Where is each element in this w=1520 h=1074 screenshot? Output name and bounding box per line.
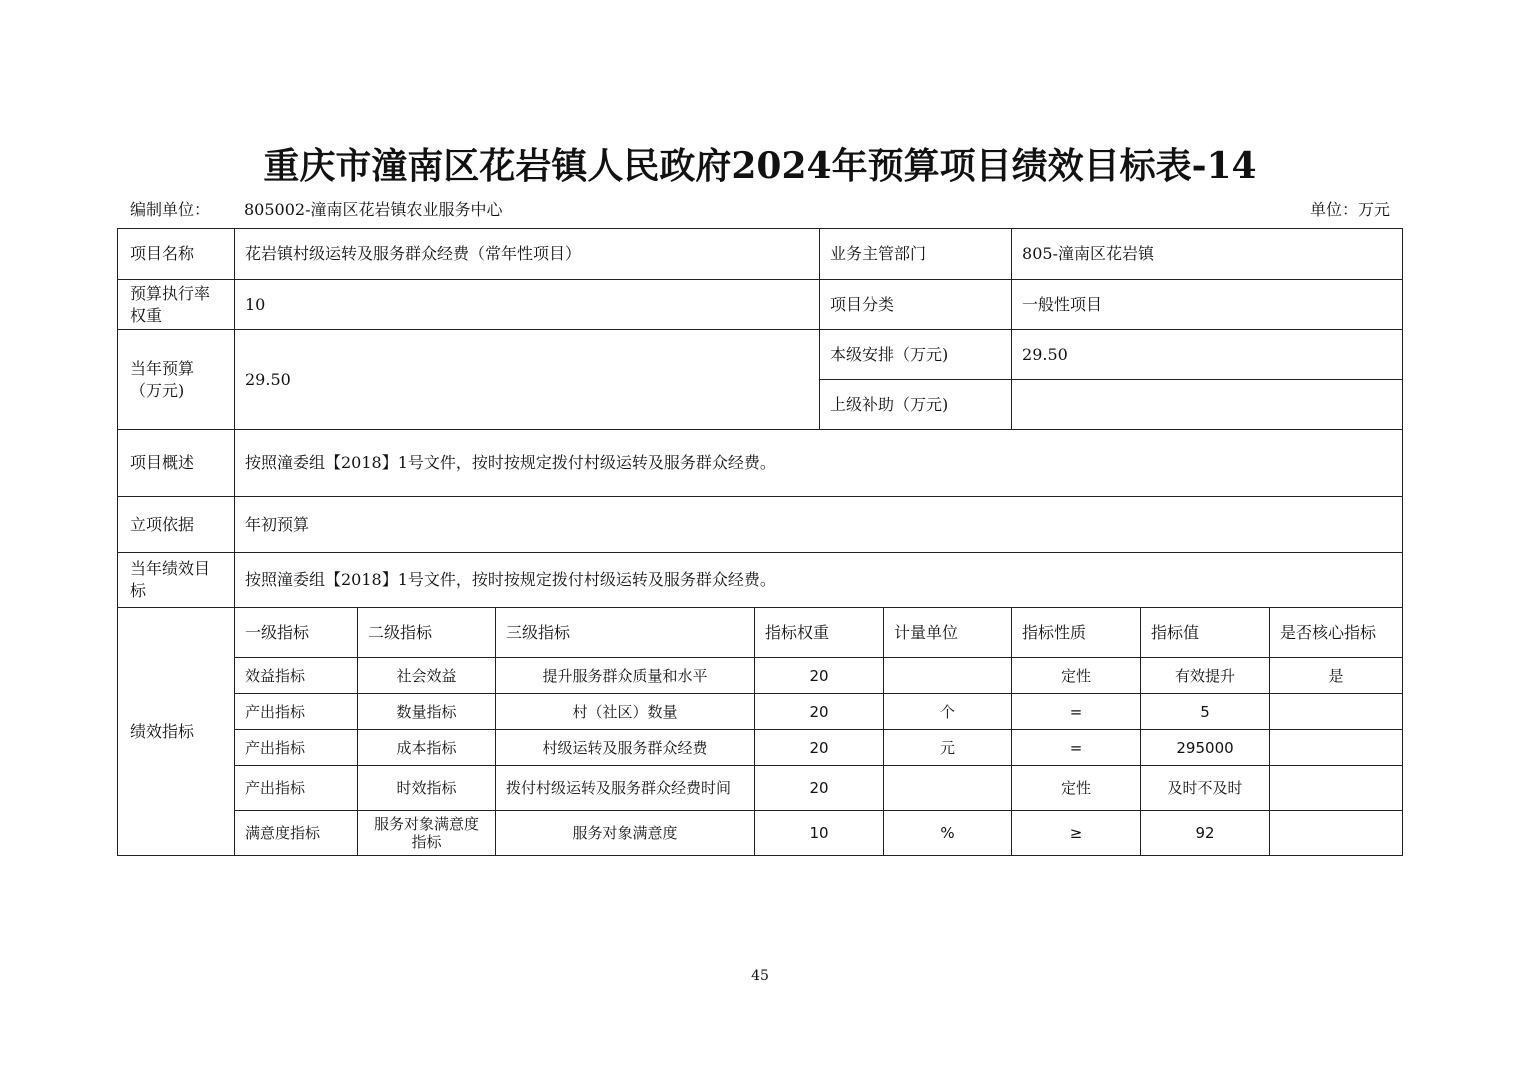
category-value: 一般性项目 [1012, 280, 1403, 330]
indicator-row [118, 730, 1403, 766]
indicator-weight: 10 [755, 811, 884, 856]
indicator-level2: 服务对象满意度指标 [358, 811, 496, 856]
page-title: 重庆市潼南区花岩镇人民政府2024年预算项目绩效目标表-14 [263, 145, 1257, 187]
indicator-nature: 定性 [1012, 658, 1141, 694]
indicator-nature: = [1012, 694, 1141, 730]
indicator-unit: 元 [884, 730, 1012, 766]
indicator-unit [884, 766, 1012, 811]
page-number: 45 [751, 968, 769, 984]
indicator-weight: 20 [755, 730, 884, 766]
compiling-unit-value: 805002-潼南区花岩镇农业服务中心 [244, 200, 503, 219]
indicator-value: 295000 [1141, 730, 1270, 766]
compiling-unit [130, 197, 503, 220]
indicator-header: 三级指标 [496, 608, 755, 658]
indicator-weight: 20 [755, 766, 884, 811]
indicator-level3: 村（社区）数量 [496, 694, 755, 730]
row-basis [118, 497, 1403, 553]
indicator-nature: = [1012, 730, 1141, 766]
indicators-label: 绩效指标 [118, 608, 235, 856]
local-label: 本级安排（万元) [820, 330, 1012, 380]
indicator-row [118, 694, 1403, 730]
row-budget-local [118, 330, 1403, 380]
indicator-header: 一级指标 [235, 608, 358, 658]
overview-label: 项目概述 [118, 430, 235, 497]
row-project-name [118, 229, 1403, 280]
indicator-weight: 20 [755, 658, 884, 694]
indicator-core [1270, 811, 1403, 856]
indicator-unit [884, 658, 1012, 694]
category-label: 项目分类 [820, 280, 1012, 330]
dept-value: 805-潼南区花岩镇 [1012, 229, 1403, 280]
indicator-row [118, 811, 1403, 856]
basis-value: 年初预算 [235, 497, 1403, 553]
overview-value: 按照潼委组【2018】1号文件，按时按规定拨付村级运转及服务群众经费。 [235, 430, 1403, 497]
indicator-level2: 时效指标 [358, 766, 496, 811]
local-value: 29.50 [1012, 330, 1403, 380]
project-name-value: 花岩镇村级运转及服务群众经费（常年性项目） [235, 229, 820, 280]
performance-target-table [117, 228, 1403, 856]
indicator-core [1270, 694, 1403, 730]
indicators-header-row [118, 608, 1403, 658]
indicator-header: 计量单位 [884, 608, 1012, 658]
weight-label: 预算执行率权重 [118, 280, 235, 330]
indicator-header: 指标性质 [1012, 608, 1141, 658]
indicator-level3: 提升服务群众质量和水平 [496, 658, 755, 694]
indicator-core: 是 [1270, 658, 1403, 694]
row-overview [118, 430, 1403, 497]
row-goal [118, 553, 1403, 608]
indicator-level1: 满意度指标 [235, 811, 358, 856]
indicator-level1: 产出指标 [235, 766, 358, 811]
indicator-nature: ≥ [1012, 811, 1141, 856]
goal-label: 当年绩效目标 [118, 553, 235, 608]
indicator-value: 5 [1141, 694, 1270, 730]
compiling-unit-label: 编制单位： [130, 200, 211, 219]
indicator-level2: 成本指标 [358, 730, 496, 766]
currency-unit: 单位：万元 [1309, 200, 1390, 219]
weight-value: 10 [235, 280, 820, 330]
indicator-level3: 村级运转及服务群众经费 [496, 730, 755, 766]
indicator-core [1270, 766, 1403, 811]
indicator-nature: 定性 [1012, 766, 1141, 811]
indicator-header: 是否核心指标 [1270, 608, 1403, 658]
indicator-value: 92 [1141, 811, 1270, 856]
indicator-header: 二级指标 [358, 608, 496, 658]
indicator-value: 及时不及时 [1141, 766, 1270, 811]
indicator-row [118, 658, 1403, 694]
indicator-weight: 20 [755, 694, 884, 730]
goal-value: 按照潼委组【2018】1号文件，按时按规定拨付村级运转及服务群众经费。 [235, 553, 1403, 608]
budget-value: 29.50 [235, 330, 820, 430]
upper-value [1012, 380, 1403, 430]
budget-label: 当年预算（万元) [118, 330, 235, 430]
indicator-header: 指标权重 [755, 608, 884, 658]
indicator-unit: 个 [884, 694, 1012, 730]
indicator-level2: 社会效益 [358, 658, 496, 694]
upper-label: 上级补助（万元) [820, 380, 1012, 430]
indicator-row [118, 766, 1403, 811]
basis-label: 立项依据 [118, 497, 235, 553]
indicator-core [1270, 730, 1403, 766]
indicator-level2: 数量指标 [358, 694, 496, 730]
indicator-value: 有效提升 [1141, 658, 1270, 694]
indicator-level3: 服务对象满意度 [496, 811, 755, 856]
indicator-level1: 产出指标 [235, 730, 358, 766]
indicator-header: 指标值 [1141, 608, 1270, 658]
indicator-unit: % [884, 811, 1012, 856]
dept-label: 业务主管部门 [820, 229, 1012, 280]
row-weight [118, 280, 1403, 330]
project-name-label: 项目名称 [118, 229, 235, 280]
indicator-level1: 产出指标 [235, 694, 358, 730]
indicator-level3: 拨付村级运转及服务群众经费时间 [496, 766, 755, 811]
indicator-level1: 效益指标 [235, 658, 358, 694]
